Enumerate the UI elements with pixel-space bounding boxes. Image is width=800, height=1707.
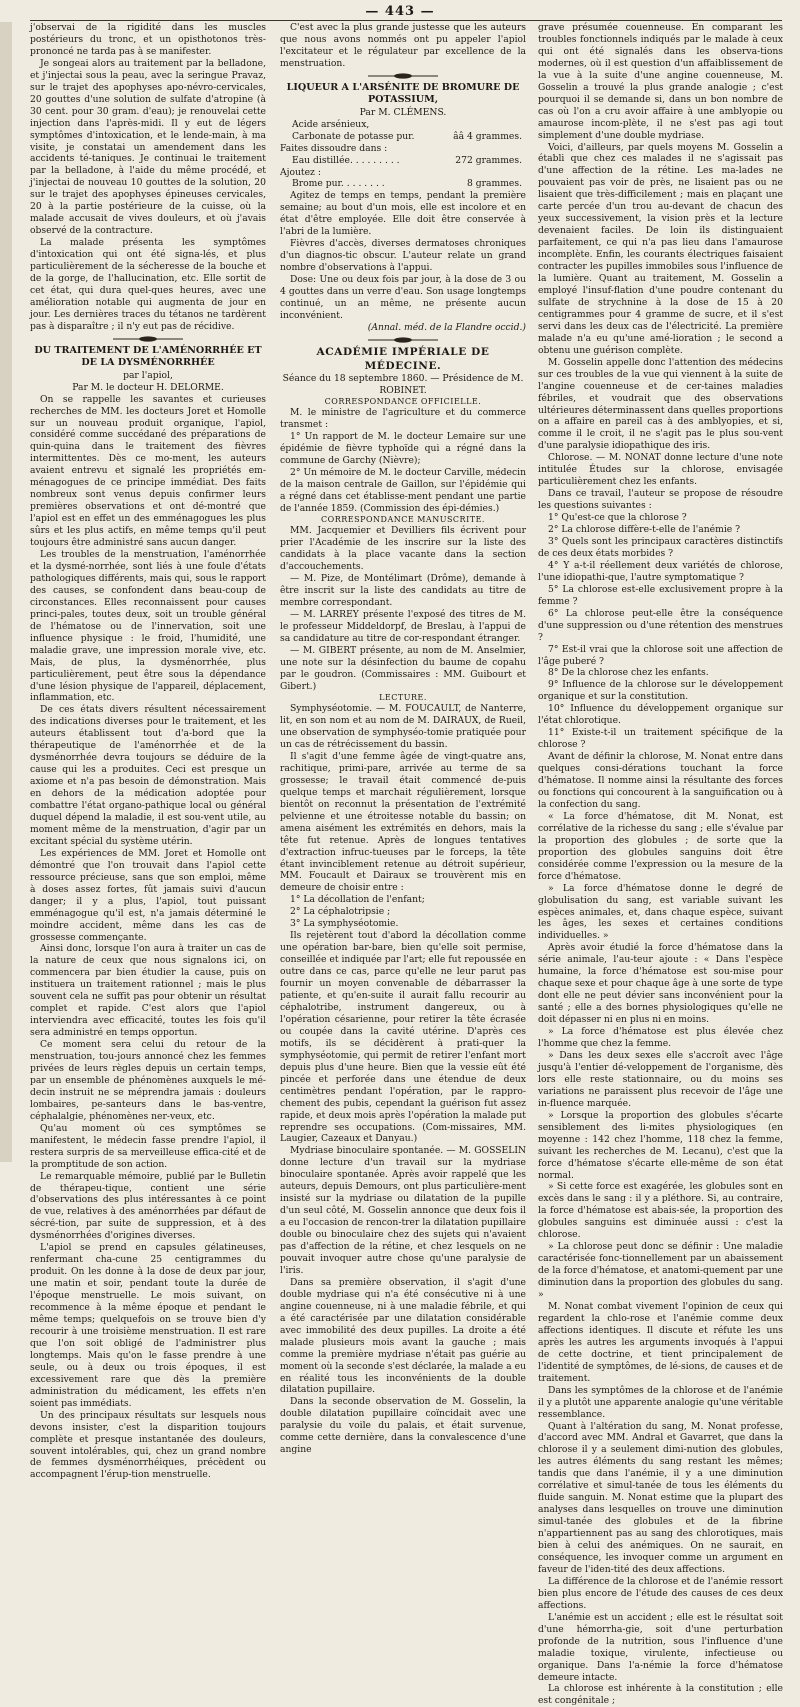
subsection-heading: CORRESPONDANCE MANUSCRITE. (321, 515, 485, 525)
paragraph: Dans sa première observation, il s'agit d'une double mydriase qui n'a été consécutive ni à une angine couenneuse, ni à une maladie fébrile, et qui a été caractérisée par une dilatation considérable avec immobilité des deux pupilles. La droite a été malade plusieurs mois avant la gauche ; mais comme la première mydriase n'était pas guérie au moment où la seconde s'est déclarée, la malade a eu en réalité tous les inconvénients de la double dilatation pupillaire. (280, 1276, 526, 1396)
list-item: 9° Influence de la chlorose sur le développement organique et sur la constitution. (538, 679, 783, 703)
paragraph: Un des principaux résultats sur lesquels nous devons insister, c'est la disparition toujours complète et presque instantanée des douleurs, souvent intolérables, qui, chez un grand nombre de femmes dysménorrhéiques, précèdent ou accompagnent l'érup-tion menstruelle. (30, 1409, 266, 1481)
paragraph: » Lorsque la proportion des globules s'écarte sensiblement des li-mites physiologiques (en moyenne : 142 chez l'homme, 118 chez la femme, suivant les recherches de M. Lecanu), c'est que la force d'hématose s'écarte elle-même de son état normal. (538, 1109, 783, 1181)
ingredient-name: Brome pur. . . . . . . . (292, 178, 385, 190)
subsection-heading: CORRESPONDANCE OFFICIELLE. (324, 397, 482, 407)
paragraph: Dans la seconde observation de M. Gosselin, la double dilatation pupillaire coïncidait avec une paralysie du voile du palais, et était survenue, comme cette dernière, dans la convalescence d'une angine (280, 1396, 526, 1456)
paragraph: Ce moment sera celui du retour de la menstruation, tou-jours annoncé chez les femmes privées de leurs règles depuis un certain temps, par un ensemble de phénomènes auxquels le mé-decin instruit ne se méprendra jamais : douleurs lombaires, pe-santeurs dans le bas-ventre, céphalalgie, phénomènes ner-veux, etc. (30, 1039, 266, 1122)
list-item: 5° La chlorose est-elle exclusivement propre à la femme ? (538, 583, 783, 607)
paragraph: Ainsi donc, lorsque l'on aura à traiter un cas de la nature de ceux que nous signalons ici, on commencera par bien étudier la cause, puis on instituera un traitement rationnel ; mais le plus souvent cela ne suffit pas pour obtenir un résultat complet et rapide. C'est alors que l'apiol interviendra avec efficacité, toutes les fois qu'il sera administré en temps opportun. (30, 943, 266, 1039)
paragraph: » Dans les deux sexes elle s'accroît avec l'âge jusqu'à l'entier dé-veloppement de l'organisme, dès lors elle reste stationnaire, ou du moins ses variations ne paraissent plus recevoir de l'âge une in-fluence marquée. (538, 1049, 783, 1109)
article-title: DU TRAITEMENT DE L'AMÉNORRHÉE ET DE LA DYSMÉNORRHÉE (34, 344, 262, 369)
ingredient-name: Acide arsénieux, (292, 118, 370, 130)
paragraph: Avant de définir la chlorose, M. Nonat entre dans quelques consi-dérations touchant la force d'hématose. Il nomme ainsi la résultante des forces ou fonctions qui concourent à la sanguification ou à la confection du sang. (538, 751, 783, 810)
paragraph: Dans les symptômes de la chlorose et de l'anémie il y a plutôt une apparente analogie qu'une véritable ressemblance. (538, 1384, 784, 1420)
paragraph: » Si cette force est exagérée, les globules sont en excès dans le sang : il y a pléthore. Si, au contraire, la force d'hématose est abais-sée, la proportion des globules sanguins est diminuée aussi : c'est la chlorose. (538, 1181, 783, 1241)
paragraph: Il s'agit d'une femme âgée de vingt-quatre ans, rachitique, primi-pare, arrivée au terme de sa grossesse; le travail était commencé de-puis quelque temps et marchait régulièrement, lorsque bientôt on reconnut la présentation de l'extrémité pelvienne et une étroitesse notable du bassin; on amena aisément les extrémités en dehors, mais la tête fut retenue. Après de longues tentatives d'extraction infruc-tueuses par le forceps, la tête étant invinciblement retenue au détroit supérieur, MM. Foucault et Dairaux se trouvèrent mis en demeure de choisir entre : (280, 750, 526, 894)
paragraph: Symphyséotomie. — M. FOUCAULT, de Nanterre, lit, en son nom et au nom de M. DAIRAUX, de Rueil, une observation de symphyséo-tomie pratiquée pour un cas de rétrécissement du bassin. (280, 703, 526, 750)
session-line: Séance du 18 septembre 1860. — Présidence de M. ROBINET. (282, 373, 524, 397)
list-item: 11° Existe-t-il un traitement spécifique de la chlorose ? (538, 727, 783, 751)
paragraph: La malade présenta les symptômes d'intoxication qui ont été signa-lés, et plus particulièrement de la sécheresse de la bouche et de la gorge, de l'hallucination, etc. Elle sortit de cet état, qui dura quel-ques heures, avec une amélioration notable qui augmenta de jour en jour. Les dernières traces du tétanos ne tardèrent pas à disparaître ; il n'y eut pas de récidive. (30, 237, 266, 332)
list-item: 3° La symphyséotomie. (290, 918, 399, 930)
list-item: 7° Est-il vrai que la chlorose soit une affection de l'âge puberé ? (538, 643, 783, 667)
paragraph: Le remarquable mémoire, publié par le Bulletin de thérapeu-tique, contient une série d'observations des plus intéressantes à ce point de vue, relatives à des aménorrhées par défaut de sécré-tion, par suite de suppression, et à des dysménorrhées d'origines diverses. (30, 1170, 266, 1242)
ingredient-qty: 272 grammes. (455, 154, 522, 166)
source-citation: (Annal. méd. de la Flandre occid.) (367, 321, 526, 333)
paragraph: C'est avec la plus grande justesse que les auteurs que nous avons nommés ont pu appeler l'apiol l'excitateur et le régulateur par excellence de la menstruation. (280, 22, 526, 69)
paragraph: grave présumée couenneuse. En comparant les troubles fonctionnels indiqués par le malade à ceux qui ont été signalés dans les observa-tions modernes, où il est question d'un affaiblissement de la vue à la suite d'une angine couenneuse, M. Gosselin a trouvé la plus grande analogie ; c'est pourquoi il se demande si, dans un bon nombre de cas où l'on a cru avoir affaire à une amblyopie ou amaurose incom-plète, il ne s'est pas agi tout simplement d'une double mydriase. (538, 22, 783, 141)
paragraph: — M. LARREY présente l'exposé des titres de M. le professeur Middeldorpf, de Breslau, à l'appui de sa candidature au titre de cor-respondant étranger. (280, 609, 526, 644)
list-item: 4° Y a-t-il réellement deux variétés de chlorose, l'une idiopathi-que, l'autre symptomatique ? (538, 559, 783, 583)
paragraph: — M. Pize, de Montélimart (Drôme), demande à être inscrit sur la liste des candidats au titre de membre correspondant. (280, 573, 526, 609)
paragraph: La différence de la chlorose et de l'anémie ressort bien plus encore de l'étude des causes de ces deux affections. (538, 1575, 783, 1611)
paragraph: Les expériences de MM. Joret et Homolle ont démontré que l'on trouvait dans l'apiol cette ressource précieuse, sans que son emploi, même à doses assez fortes, fût jamais suivi d'aucun danger; il y a plus, l'apiol, tout puissant emménagogue qu'il est, n'a jamais déterminé le moindre accident, même dans les cas de grossesse commençante. (30, 847, 266, 943)
ornament-divider (368, 337, 438, 343)
ornament-divider (113, 336, 183, 342)
previous-page-edge (0, 22, 12, 1162)
paragraph: « La force d'hématose, dit M. Nonat, est corrélative de la richesse du sang ; elle s'évalue par la proportion des globules ; de sorte que la proportion des globules sanguins doit être considérée comme l'expression ou la mesure de la force d'hématose. (538, 810, 783, 882)
column-3 (538, 22, 784, 1707)
recipe-step: Faites dissoudre dans : (280, 142, 388, 154)
paragraph: Chlorose. — M. NONAT donne lecture d'une note intitulée Études sur la chlorose, envisagée particulièrement chez les enfants. (538, 452, 783, 488)
paragraph: » La force d'hématose donne le degré de globulisation du sang, est variable suivant les espèces animales, et, dans chaque espèce, suivant les âges, les sexes et certaines conditions individuelles. » (538, 882, 783, 942)
recipe-line (280, 178, 526, 190)
column-1 (30, 22, 266, 1481)
paragraph: Fièvres d'accès, diverses dermatoses chroniques d'un diagnos-tic obscur. L'auteur relate un grand nombre d'observations à l'appui. (280, 238, 526, 274)
article-author: Par M. le docteur H. DELORME. (72, 381, 224, 393)
ingredient-name: Eau distillée. . . . . . . . . (292, 154, 400, 166)
paragraph: Je songeai alors au traitement par la belladone, et j'injectai sous la peau, avec la seringue Pravaz, sur le trajet des apophyses apo-névro-cervicales, 20 gouttes d'une solution de sulfate d'atropine (à 30 cent. pour 30 gram. d'eau); je renouvelai cette injection dans l'après-midi. Il y eut de légers symptômes d'intoxication, et le lende-main, à ma visite, je constatai un amendement dans les accidents té-taniques. Je continuai le traitement par la belladone, à l'aide du même procédé, et j'injectai de nouveau 10 gouttes de la solution, 20 sur le trajet des apophyses épineuses cervicales, 20 à la partie postérieure de la cuisse, où la malade accusait de vives douleurs, et où j'avais observé de la contracture. (30, 57, 266, 237)
recipe-line (280, 131, 526, 143)
recipe-line (280, 155, 526, 167)
article-author: Par M. CLÉMENS. (359, 106, 447, 118)
list-item: 2° La céphalotripsie ; (290, 906, 391, 918)
paragraph: — M. GIBERT présente, au nom de M. Anselmier, une note sur la désinfection du baume de copahu par le goudron. (Commissaires : MM. Guibourt et Gibert.) (280, 644, 526, 692)
list-item: 2° La chlorose diffère-t-elle de l'anémie ? (548, 524, 741, 536)
ingredient-name: Carbonate de potasse pur. (292, 130, 415, 142)
recipe-line (280, 119, 526, 131)
subsection-heading: LECTURE. (379, 692, 427, 702)
paragraph: Ils rejetèrent tout d'abord la décollation comme une opération bar-bare, bien qu'elle soit permise, conseillée et indiquée par l'art; elle fut repoussée en outre dans ce cas, parce qu'elle ne leur parut pas fournir un moyen convenable de débarrasser la patiente, et qu'en-suite il aurait fallu recourir au céphalotribe, instrument dangereux, ou à l'opération césarienne, pour retirer la tête écrasée ou coupée dans la cavité utérine. D'après ces motifs, ils se décidèrent à prati-quer la symphyséotomie, qui permit de retirer l'enfant mort depuis plus d'une heure. Bien que la vessie eût été pincée et perforée dans une étendue de deux centimètres pendant l'opération, par le rappro-chement des pubis, cependant la guérison fut assez rapide, et deux mois après l'opération la malade put reprendre ses occupations. (Com-missaires, MM. Laugier, Cazeaux et Danyau.) (280, 930, 526, 1145)
list-item: 8° De la chlorose chez les enfants. (548, 667, 709, 679)
paragraph: M. le ministre de l'agriculture et du commerce transmet : (280, 407, 526, 431)
paragraph: Dans ce travail, l'auteur se propose de résoudre les questions suivantes : (538, 488, 783, 512)
paragraph: 2° Un mémoire de M. le docteur Carville, médecin de la maison centrale de Gaillon, sur l'épidémie qui a régné dans cet établisse-ment pendant une partie de l'année 1859. (Commission des épi-démies.) (280, 467, 526, 515)
list-item: 6° La chlorose peut-elle être la conséquence d'une suppression ou d'une rétention des menstrues ? (538, 607, 783, 643)
paragraph: L'anémie est un accident ; elle est le résultat soit d'une hémorrha-gie, soit d'une perturbation profonde de la nutrition, sous l'influence d'une maladie toxique, virulente, infectieuse ou organique. Dans l'a-némie la force d'hématose demeure intacte. (538, 1611, 783, 1683)
ornament-divider (368, 73, 438, 79)
ingredient-qty: 8 grammes. (466, 178, 522, 190)
paragraph: Dose: Une ou deux fois par jour, à la dose de 3 ou 4 gouttes dans un verre d'eau. Son usage longtemps continué, un an même, ne présente aucun inconvénient. (280, 274, 526, 321)
section-title: ACADÉMIE IMPÉRIALE DE MÉDECINE. (316, 345, 490, 372)
article-title: LIQUEUR A L'ARSÉNITE DE BROMURE DE POTASSIUM, (286, 81, 520, 106)
paragraph: Qu'au moment où ces symptômes se manifestent, le médecin fasse prendre l'apiol, il restera surpris de sa merveilleuse effica-cité et de la promptitude de son action. (30, 1122, 266, 1170)
column-2 (280, 22, 526, 1456)
paragraph: L'apiol se prend en capsules gélatineuses, renfermant cha-cune 25 centigrammes du produit. On les donne à la dose de deux par jour, une matin et soir, pendant toute la durée de l'époque menstruelle. Le mois suivant, on recommence à la même époque et pendant le même temps; quelquefois on se trouve bien d'y recourir à une troisième menstruation. Il est rare que l'on soit obligé de l'administrer plus longtemps. Mais qu'on le fasse prendre à une seule, ou à deux ou trois époques, il est excessivement rare que dès la première administration du médicament, les effets n'en soient pas immédiats. (30, 1242, 266, 1409)
list-item: 1° Qu'est-ce que la chlorose ? (548, 512, 687, 524)
paragraph: On se rappelle les savantes et curieuses recherches de MM. les docteurs Joret et Homolle sur un nouveau produit organique, l'apiol, considéré comme succédané des préparations de quin-quina dans le traitement des fièvres intermittentes. Dès ce mo-ment, les auteurs avaient entrevu et signalé les propriétés em-ménagogues de ce principe immédiat. Des faits nombreux sont venus depuis confirmer leurs premières observations et ont dé-montré que l'apiol est en effet un des emménagogues les plus sûrs et les plus actifs, en même temps qu'il peut toujours être administré sans aucun danger. (30, 393, 266, 549)
paragraph: De ces états divers résultent nécessairement des indications diverses pour le traitement, et les auteurs établissent tout d'a-bord que la thérapeutique de l'aménorrhée et de la dysménorrhée devra toujours se déduire de la cause qui les a produites. Ceci est presque un axiome et n'a pas besoin de démonstration. Mais en dehors de la médication adoptée pour combattre l'état organo-pathique local ou général duquel dépend la maladie, il est sou-vent utile, au moment même de la menstruation, d'agir par un excitant spécial du système utérin. (30, 704, 266, 847)
paragraph: 1° Un rapport de M. le docteur Lemaire sur une épidémie de fièvre typhoïde qui a régné dans la commune de Garchy (Nièvre); (280, 431, 526, 467)
list-item: 1° La décollation de l'enfant; (290, 894, 425, 906)
page-number: — 443 — (365, 4, 435, 19)
paragraph: j'observai de la rigidité dans les muscles postérieurs du tronc, et un opisthotonos très-prononcé ne tarda pas à se manifester. (30, 22, 266, 57)
list-item: 10° Influence du développement organique sur l'état chlorotique. (538, 703, 783, 727)
paragraph: M. Gosselin appelle donc l'attention des médecins sur ces troubles de la vue qui viennent à la suite de l'angine couenneuse et de cer-taines maladies fébriles, et voudrait que des observations ultérieures déterminassent dans quelles proportions on a affaire en pareil cas à des amblyopies, et si, comme il le croit, il ne s'agit pas le plus sou-vent d'une paralysie idiopathique des iris. (538, 356, 783, 452)
list-item: 3° Quels sont les principaux caractères distinctifs de ces deux états morbides ? (538, 535, 783, 559)
paragraph: » La force d'hématose est plus élevée chez l'homme que chez la femme. (538, 1026, 783, 1050)
paragraph: Les troubles de la menstruation, l'aménorrhée et la dysmé-norrhée, sont liés à une foule d'états pathologiques différents, mais qui, sous le rapport des causes, se confondent dans beau-coup de circonstances. Elles reconnaissent pour causes princi-pales, toutes deux, soit un trouble général de l'hématose ou de l'innervation, soit une influence physique : le froid, l'humidité, une maladie grave, une impression morale vive, etc. Mais, de plus, la dysménorrhée, plus particulièrement, peut être sous la dépendance d'une lésion physique de l'appareil, déplacement, inflammation, etc. (30, 549, 266, 704)
paragraph: Voici, d'ailleurs, par quels moyens M. Gosselin a établi que chez ces malades il ne s'agissait pas d'une affection de la rétine. Les ma-lades ne pouvaient pas voir de près, ne lisaient pas ou ne lisaient que très-difficilement ; mais en plaçant une carte percée d'un trou au-devant de chacun des yeux successivement, la vision près et la lecture devenaient faciles. De loin ils distinguaient parfaitement, ce qui n'a pas lieu dans l'amaurose incomplète. Enfin, les courants électriques faisaient contracter les pupilles immobiles sous l'influence de la lumière. Quant au traitement, M. Gosselin a employé l'insuf-flation d'une poudre contenant du sulfate de strychnine à la dose de 15 à 20 centigrammes pour 4 gramme de sucre, et il s'est servi dans les deux cas de l'électricité. La première malade n'a eu qu'une amé-lioration ; le second a obtenu une guérison complète. (538, 141, 783, 356)
paragraph: » La chlorose peut donc se définir : Une maladie caractérisée fonc-tionnellement par un abaissement de la force d'hématose, et anatomi-quement par une diminution dans la proportion des globules du sang. » (538, 1241, 783, 1301)
paragraph: Après avoir étudié la force d'hématose dans la série animale, l'au-teur ajoute : « Dans l'espèce humaine, la force d'hématose est sou-mise pour chaque sexe et pour chaque âge à une sorte de type dont elle ne peut dévier sans inconvénient pour la santé ; elle a des bornes physiologiques qu'elle ne doit dépasser ni en plus ni en moins. (538, 942, 783, 1026)
article-subtitle: par l'apiol, (123, 369, 173, 381)
paragraph: Quant à l'altération du sang, M. Nonat professe, d'accord avec MM. Andral et Gavarret, que dans la chlorose il y a seulement dimi-nution des globules, les autres éléments du sang restant les mêmes; tandis que dans l'anémie, il y a une diminution corrélative et simul-tanée de tous les éléments du fluide sanguin. M. Nonat estime que la plupart des analyses dans lesquelles on trouve une diminution simul-tanée des globules et de la fibrine n'appartiennent pas au sang des chlorotiques, mais bien à celui des anémiques. On ne saurait, en conséquence, les invoquer comme un argument en faveur de l'iden-tité des deux affections. (538, 1420, 783, 1575)
paragraph: Agitez de temps en temps, pendant la première semaine; au bout d'un mois, elle est incolore et en état d'être employée. Elle doit être conservée à l'abri de la lumière. (280, 190, 526, 238)
header-rule (30, 20, 782, 21)
paragraph: MM. Jacquemier et Devilliers fils écrivent pour prier l'Académie de les inscrire sur la liste des candidats à la place vacante dans la section d'accouchements. (280, 525, 526, 573)
paragraph: Mydriase binoculaire spontanée. — M. GOSSELIN donne lecture d'un travail sur la mydriase binoculaire spontanée. Après avoir rappelé que les auteurs, depuis Demours, ont plus particulière-ment insisté sur la mydriase ou dilatation de la pupille d'un seul côté, M. Gosselin annonce que deux fois il a eu l'occasion de rencon-trer la dilatation pupillaire double ou binoculaire chez des sujets qui n'avaient pas d'affection de la rétine, et chez lesquels on ne pouvait invoquer autre chose qu'une paralysie de l'iris. (280, 1145, 526, 1276)
recipe-step: Ajoutez : (280, 166, 321, 178)
paragraph: La chlorose est inhérente à la constitution ; elle est congénitale ; (538, 1683, 783, 1707)
ingredient-qty: ââ 4 grammes. (453, 130, 522, 142)
paragraph: M. Nonat combat vivement l'opinion de ceux qui regardent la chlo-rose et l'anémie comme deux affections identiques. Il discute et réfute les uns après les autres les arguments invoqués à l'appui de cette doctrine, et tient principalement de l'identité de symptômes, de lé-sions, de causes et de traitement. (538, 1300, 783, 1384)
